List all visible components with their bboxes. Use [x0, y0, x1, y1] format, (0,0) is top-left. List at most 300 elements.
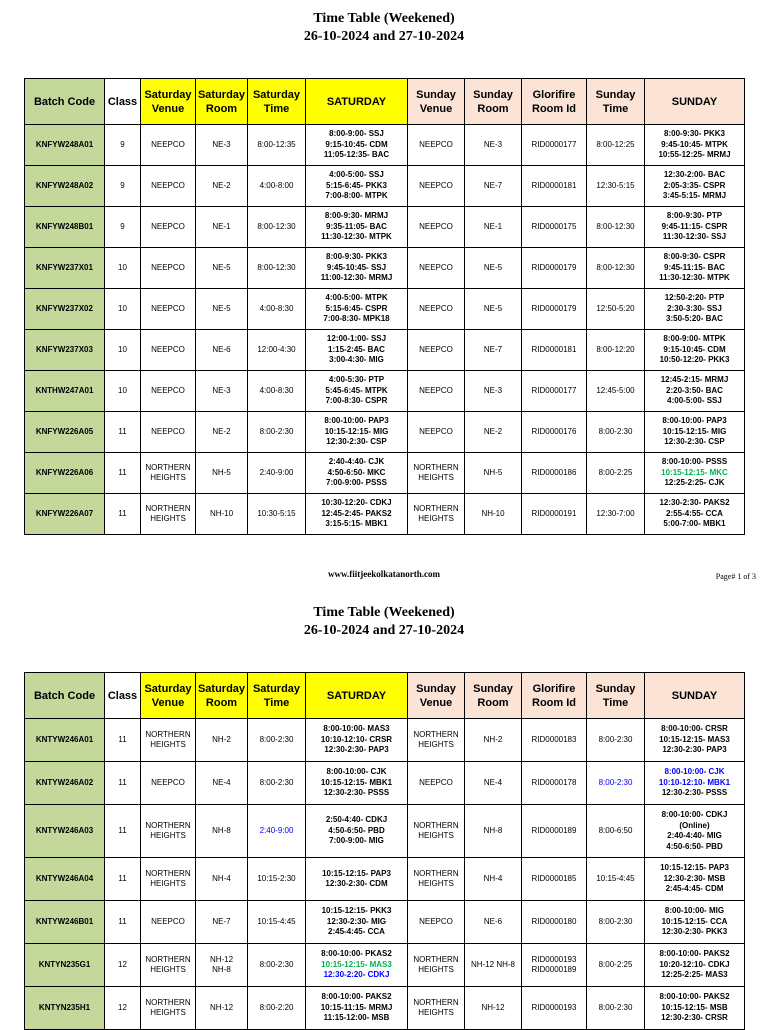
batch-code-cell-text: KNFYW237X01 [36, 262, 93, 272]
sunday-time-cell-text: 8:00-2:30 [598, 426, 633, 436]
saturday-room-cell-text: NH-12 NH-8 [209, 954, 234, 974]
sunday-room-cell-text: NE-5 [483, 303, 503, 313]
sunday-time-cell [587, 371, 645, 412]
class-cell [105, 453, 141, 494]
saturday-venue-cell-text: NORTHERN HEIGHTS [145, 503, 191, 523]
header-sunday-time: Sunday Time [587, 79, 645, 125]
batch-code-cell-text: KNFYW248A02 [35, 180, 94, 190]
sunday-room-cell-text: NE-7 [483, 180, 503, 190]
sunday-schedule-cell-session: 12:30-2:30- CSP [664, 437, 725, 447]
class-cell [105, 125, 141, 166]
saturday-schedule-cell-session: 2:40-4:40- CJK [328, 457, 385, 467]
header-saturday: SATURDAY [306, 673, 408, 719]
saturday-venue-cell-text: NORTHERN HEIGHTS [145, 462, 191, 482]
saturday-schedule-cell-session: 8:00-10:00- PAKS2 [321, 992, 392, 1002]
sunday-room-cell [465, 762, 522, 805]
saturday-room-cell-text: NH-8 [212, 825, 231, 835]
sunday-schedule-cell [645, 248, 745, 289]
glorifire-room-id-cell [522, 330, 587, 371]
batch-code-cell-text: KNFYW226A07 [35, 508, 94, 518]
page1-title-line1: Time Table (Weekened) [313, 11, 455, 26]
header-sunday-venue: Sunday Venue [408, 79, 465, 125]
sunday-schedule-cell-session: 8:00-10:00- CDKJ [661, 810, 728, 819]
saturday-venue-cell [141, 901, 196, 944]
saturday-venue-cell [141, 330, 196, 371]
sunday-time-cell [587, 125, 645, 166]
saturday-room-cell [196, 805, 248, 858]
saturday-time-cell-text: 8:00-2:20 [259, 1002, 294, 1012]
class-cell [105, 901, 141, 944]
saturday-schedule-cell-session: 5:45-6:45- MTPK [325, 385, 388, 395]
sunday-schedule-cell-session: 8:00-10:00- PAP3 [662, 416, 727, 426]
timetable-page2 [24, 672, 745, 1030]
saturday-time-cell-text: 8:00-12:35 [257, 139, 296, 149]
sunday-schedule-cell-session: 8:00-9:30- CSPR [663, 252, 726, 262]
saturday-venue-cell-text: NEEPCO [151, 385, 185, 395]
class-cell-text: 9 [120, 221, 125, 231]
sunday-venue-cell [408, 805, 465, 858]
glorifire-room-id-cell-text: RID0000180 [531, 916, 577, 926]
saturday-schedule-cell [306, 494, 408, 535]
glorifire-room-id-cell-text: RID0000178 [531, 777, 577, 787]
sunday-time-cell [587, 248, 645, 289]
saturday-schedule-cell-session: 3:00-4:30- MIG [329, 355, 384, 365]
sunday-time-cell-text: 8:00-2:30 [598, 1002, 633, 1012]
saturday-schedule-cell-session: 8:00-10:00- MAS3 [323, 724, 390, 734]
saturday-venue-cell-text: NEEPCO [151, 344, 185, 354]
sunday-venue-cell-text: NEEPCO [419, 180, 453, 190]
sunday-schedule-cell-session: 8:00-10:00- PAKS2 [659, 992, 730, 1002]
sunday-time-cell-text: 12:45-5:00 [596, 385, 635, 395]
saturday-venue-cell-text: NORTHERN HEIGHTS [145, 954, 191, 974]
glorifire-room-id-cell-text: RID0000176 [531, 426, 577, 436]
saturday-schedule-cell-session: 10:30-12:20- CDKJ [321, 498, 392, 508]
saturday-time-cell-text: 8:00-2:30 [259, 734, 294, 744]
sunday-room-cell-text: NE-5 [483, 262, 503, 272]
saturday-room-cell-text: NE-1 [212, 221, 231, 231]
sunday-time-cell [587, 412, 645, 453]
saturday-schedule-cell-session: 10:15-12:15- PKK3 [321, 906, 392, 916]
sunday-time-cell [587, 330, 645, 371]
saturday-time-cell [248, 248, 306, 289]
class-cell-text: 11 [118, 916, 127, 926]
sunday-room-cell-text: NH-4 [483, 873, 503, 883]
saturday-schedule-cell-session: 9:15-10:45- CDM [325, 139, 388, 149]
saturday-room-cell [196, 289, 248, 330]
sunday-schedule-cell-session: 8:00-9:00- MTPK [663, 334, 726, 344]
saturday-schedule-cell-session: 12:00-1:00- SSJ [326, 334, 387, 344]
sunday-room-cell [465, 987, 522, 1030]
sunday-schedule-cell-session: 12:30-2:30- PKK3 [661, 927, 728, 937]
saturday-schedule-cell-session: 11:00-12:30- MRMJ [320, 273, 393, 283]
sunday-schedule-cell-session: 3:45-5:15- MRMJ [662, 191, 727, 201]
saturday-room-cell-text: NE-3 [212, 139, 231, 149]
saturday-room-cell [196, 166, 248, 207]
saturday-time-cell [248, 858, 306, 901]
batch-code-cell [25, 944, 105, 987]
sunday-time-cell [587, 762, 645, 805]
saturday-room-cell-text: NH-12 [209, 1002, 234, 1012]
sunday-room-cell [465, 330, 522, 371]
page2-title-line2: 26-10-2024 and 27-10-2024 [303, 623, 465, 638]
saturday-schedule-cell [306, 371, 408, 412]
batch-code-cell-text: KNTYW246B01 [35, 916, 94, 926]
sunday-room-cell-text: NE-3 [483, 385, 503, 395]
sunday-schedule-cell-session: 11:30-12:30- SSJ [662, 232, 727, 242]
saturday-venue-cell [141, 371, 196, 412]
saturday-venue-cell [141, 248, 196, 289]
glorifire-room-id-cell-text: RID0000191 [531, 508, 577, 518]
saturday-schedule-cell [306, 719, 408, 762]
saturday-venue-cell [141, 494, 196, 535]
saturday-schedule-cell-session: 10:10-12:10- CRSR [320, 734, 393, 744]
glorifire-room-id-cell [522, 412, 587, 453]
sunday-venue-cell [408, 289, 465, 330]
saturday-venue-cell [141, 453, 196, 494]
saturday-room-cell-text: NE-6 [212, 344, 231, 354]
sunday-schedule-cell-session: 10:15-12:15- MIG [662, 426, 727, 436]
sunday-schedule-cell-session: 2:40-4:40- MIG [667, 831, 722, 840]
saturday-schedule-cell-session: 7:00-8:30- MPK18 [323, 314, 390, 324]
header-saturday-venue: Saturday Venue [141, 673, 196, 719]
sunday-schedule-cell-session: 12:30-2:30- MSB [663, 873, 726, 883]
sunday-time-cell-text: 8:00-2:25 [598, 467, 633, 477]
saturday-venue-cell-text: NORTHERN HEIGHTS [145, 997, 191, 1017]
header-saturday-room: Saturday Room [196, 79, 248, 125]
sunday-schedule-cell [645, 805, 745, 858]
saturday-schedule-cell-session: 9:45-10:45- SSJ [326, 262, 387, 272]
batch-code-cell [25, 371, 105, 412]
saturday-room-cell [196, 125, 248, 166]
saturday-schedule-cell-session: 3:15-5:15- MBK1 [325, 519, 388, 529]
sunday-schedule-cell-session: 2:55-4:55- CCA [666, 508, 723, 518]
saturday-room-cell [196, 371, 248, 412]
sunday-room-cell-text: NH-10 [481, 508, 505, 518]
sunday-schedule-cell-session: 10:10-12:10- MBK1 [658, 777, 731, 787]
sunday-schedule-cell [645, 719, 745, 762]
saturday-schedule-cell [306, 207, 408, 248]
sunday-room-cell [465, 248, 522, 289]
glorifire-room-id-cell [522, 944, 587, 987]
sunday-venue-cell-text: NEEPCO [419, 262, 453, 272]
batch-code-cell-text: KNFYW248A01 [35, 139, 94, 149]
saturday-time-cell-text: 4:00-8:30 [259, 303, 294, 313]
batch-code-cell [25, 330, 105, 371]
class-cell [105, 248, 141, 289]
sunday-venue-cell-text: NEEPCO [419, 303, 453, 313]
saturday-time-cell-text: 10:15-4:45 [257, 916, 296, 926]
glorifire-room-id-cell-text: RID0000179 [531, 303, 577, 313]
class-cell [105, 987, 141, 1030]
saturday-time-cell [248, 330, 306, 371]
batch-code-cell [25, 762, 105, 805]
table-row [25, 330, 745, 371]
table-row [25, 248, 745, 289]
saturday-room-cell-text: NE-5 [212, 262, 231, 272]
saturday-venue-cell-text: NEEPCO [151, 303, 185, 313]
saturday-schedule-cell [306, 901, 408, 944]
batch-code-cell [25, 412, 105, 453]
saturday-room-cell [196, 330, 248, 371]
sunday-schedule-cell-session: 5:00-7:00- MBK1 [663, 519, 726, 529]
class-cell-text: 11 [118, 873, 127, 883]
sunday-time-cell [587, 901, 645, 944]
sunday-venue-cell-text: NEEPCO [419, 385, 453, 395]
sunday-venue-cell [408, 494, 465, 535]
batch-code-cell-text: KNTYW246A03 [35, 825, 94, 835]
table-row [25, 762, 745, 805]
sunday-time-cell [587, 207, 645, 248]
glorifire-room-id-cell-text: RID0000189 [531, 825, 577, 835]
sunday-room-cell [465, 412, 522, 453]
sunday-schedule-cell [645, 944, 745, 987]
sunday-schedule-cell-session: 10:55-12:25- MRMJ [658, 150, 731, 160]
batch-code-cell-text: KNTYN235G1 [38, 959, 91, 969]
sunday-time-cell [587, 805, 645, 858]
sunday-venue-cell-text: NEEPCO [419, 221, 453, 231]
class-cell [105, 805, 141, 858]
sunday-schedule-cell-session: 12:25-2:25- MAS3 [661, 970, 728, 980]
sunday-time-cell [587, 719, 645, 762]
sunday-time-cell [587, 453, 645, 494]
sunday-time-cell-text: 8:00-12:30 [596, 262, 635, 272]
header-class: Class [105, 79, 141, 125]
saturday-schedule-cell [306, 805, 408, 858]
saturday-schedule-cell [306, 858, 408, 901]
sunday-schedule-cell [645, 371, 745, 412]
sunday-venue-cell [408, 207, 465, 248]
saturday-venue-cell [141, 289, 196, 330]
saturday-schedule-cell-session: 4:50-6:50- MKC [327, 467, 386, 477]
sunday-venue-cell [408, 719, 465, 762]
class-cell [105, 719, 141, 762]
sunday-schedule-cell-session: 12:30-2:30- CRSR [661, 1013, 728, 1023]
saturday-time-cell [248, 289, 306, 330]
sunday-room-cell-text: NE-3 [483, 139, 503, 149]
class-cell-text: 10 [118, 303, 127, 313]
sunday-schedule-cell-session: 11:30-12:30- MTPK [659, 273, 730, 283]
sunday-schedule-cell [645, 762, 745, 805]
saturday-schedule-cell-session: 8:00-9:00- SSJ [329, 129, 384, 139]
sunday-room-cell [465, 453, 522, 494]
sunday-time-cell [587, 987, 645, 1030]
sunday-schedule-cell [645, 412, 745, 453]
saturday-schedule-cell-session: 12:30-2:30- CSP [326, 437, 387, 447]
saturday-venue-cell [141, 762, 196, 805]
sunday-schedule-cell-session: 8:00-10:00- PAKS2 [659, 949, 730, 959]
sunday-room-cell [465, 125, 522, 166]
table-row [25, 805, 745, 858]
saturday-venue-cell-text: NEEPCO [151, 262, 185, 272]
batch-code-cell [25, 494, 105, 535]
glorifire-room-id-cell [522, 805, 587, 858]
sunday-room-cell [465, 858, 522, 901]
header-sunday-time: Sunday Time [587, 673, 645, 719]
page2-title-line1: Time Table (Weekened) [313, 605, 455, 620]
header-saturday-room: Saturday Room [196, 673, 248, 719]
header-glorifire-room-id: Glorifire Room Id [522, 79, 587, 125]
table-row [25, 944, 745, 987]
sunday-room-cell [465, 494, 522, 535]
saturday-schedule-cell-session: 10:15-11:15- MRMJ [320, 1002, 393, 1012]
header-batch-code: Batch Code [25, 79, 105, 125]
header-saturday: SATURDAY [306, 79, 408, 125]
saturday-room-cell [196, 901, 248, 944]
sunday-schedule-cell-session: 12:30-2:30- PAP3 [662, 745, 727, 755]
class-cell [105, 412, 141, 453]
glorifire-room-id-cell [522, 762, 587, 805]
table-row [25, 453, 745, 494]
batch-code-cell-text: KNTHW247A01 [35, 385, 94, 395]
header-row [25, 79, 745, 125]
saturday-time-cell [248, 166, 306, 207]
class-cell [105, 494, 141, 535]
table-row [25, 494, 745, 535]
sunday-time-cell-text: 8:00-12:25 [596, 139, 635, 149]
glorifire-room-id-cell-text: RID0000175 [531, 221, 577, 231]
sunday-room-cell [465, 719, 522, 762]
class-cell-text: 12 [118, 959, 127, 969]
sunday-schedule-cell-session: 10:15-12:15- MSB [661, 1002, 728, 1012]
sunday-venue-cell [408, 412, 465, 453]
sunday-room-cell-text: NE-6 [483, 916, 503, 926]
sunday-time-cell [587, 166, 645, 207]
sunday-schedule-cell [645, 453, 745, 494]
saturday-schedule-cell-session: 7:00-8:00- MTPK [325, 191, 388, 201]
saturday-schedule-cell-session: 11:05-12:35- BAC [323, 150, 390, 160]
saturday-schedule-cell-session: 7:00-9:00- MIG [329, 836, 384, 846]
saturday-room-cell-text: NE-3 [212, 385, 231, 395]
sunday-schedule-cell-session: 12:30-2:00- BAC [663, 170, 726, 180]
saturday-time-cell-text: 8:00-2:30 [259, 777, 294, 787]
sunday-schedule-cell-session: 8:00-10:00- MIG [664, 906, 725, 916]
batch-code-cell-text: KNFYW226A06 [35, 467, 94, 477]
sunday-venue-cell-text: NEEPCO [419, 426, 453, 436]
saturday-time-cell-text: 8:00-2:30 [259, 959, 294, 969]
batch-code-cell-text: KNFYW237X02 [36, 303, 93, 313]
sunday-schedule-cell-session: 8:00-10:00- PSSS [661, 457, 728, 467]
sunday-venue-cell-text: NEEPCO [419, 916, 453, 926]
saturday-room-cell-text: NE-7 [212, 916, 231, 926]
class-cell [105, 762, 141, 805]
sunday-schedule-cell-session: 4:00-5:00- SSJ [667, 396, 722, 406]
sunday-time-cell-text: 8:00-6:50 [598, 825, 633, 835]
saturday-schedule-cell-session: 4:00-5:00- SSJ [329, 170, 384, 180]
sunday-venue-cell-text: NORTHERN HEIGHTS [413, 868, 459, 888]
batch-code-cell [25, 719, 105, 762]
saturday-schedule-cell [306, 453, 408, 494]
saturday-time-cell-text: 12:00-4:30 [257, 344, 296, 354]
class-cell-text: 11 [118, 467, 127, 477]
saturday-time-cell [248, 207, 306, 248]
saturday-time-cell [248, 901, 306, 944]
footer-url[interactable]: www.fiitjeekolkatanorth.com [328, 569, 440, 579]
saturday-time-cell [248, 371, 306, 412]
saturday-room-cell [196, 858, 248, 901]
class-cell [105, 330, 141, 371]
glorifire-room-id-cell [522, 371, 587, 412]
saturday-time-cell [248, 719, 306, 762]
sunday-schedule-cell [645, 494, 745, 535]
sunday-schedule-cell [645, 207, 745, 248]
saturday-schedule-cell-session: 8:00-10:00- PAP3 [324, 416, 389, 426]
class-cell-text: 9 [120, 139, 125, 149]
sunday-venue-cell [408, 125, 465, 166]
header-row [25, 673, 745, 719]
saturday-schedule-cell [306, 944, 408, 987]
batch-code-cell-text: KNTYN235H1 [38, 1002, 91, 1012]
saturday-time-cell-text: 2:40-9:00 [259, 467, 294, 477]
header-sunday-room: Sunday Room [465, 673, 522, 719]
header-glorifire-room-id: Glorifire Room Id [522, 673, 587, 719]
saturday-schedule-cell [306, 987, 408, 1030]
sunday-schedule-cell [645, 858, 745, 901]
sunday-venue-cell [408, 944, 465, 987]
glorifire-room-id-cell-text: RID0000186 [531, 467, 577, 477]
class-cell-text: 10 [118, 385, 127, 395]
footer-page-number: Page# 1 of 3 [715, 572, 756, 581]
saturday-room-cell-text: NH-5 [212, 467, 231, 477]
saturday-schedule-cell-session: 5:15-6:45- PKK3 [326, 180, 387, 190]
sunday-room-cell-text: NH-12 [481, 1002, 505, 1012]
saturday-schedule-cell-session: 12:30-2:30- CDM [325, 879, 388, 888]
saturday-schedule-cell-session: 2:50-4:40- CDKJ [325, 815, 388, 825]
batch-code-cell [25, 453, 105, 494]
saturday-venue-cell-text: NORTHERN HEIGHTS [145, 868, 191, 888]
header-sunday: SUNDAY [645, 673, 745, 719]
saturday-room-cell-text: NE-5 [212, 303, 231, 313]
glorifire-room-id-cell [522, 248, 587, 289]
sunday-schedule-cell-session: 9:45-11:15- CSPR [661, 221, 728, 231]
saturday-schedule-cell [306, 762, 408, 805]
sunday-venue-cell [408, 248, 465, 289]
saturday-room-cell [196, 987, 248, 1030]
saturday-venue-cell-text: NEEPCO [151, 916, 185, 926]
sunday-schedule-cell-session: 2:30-3:30- SSJ [667, 303, 722, 313]
sunday-time-cell [587, 494, 645, 535]
class-cell [105, 944, 141, 987]
saturday-schedule-cell-session: 7:00-9:00- PSSS [326, 478, 387, 488]
saturday-venue-cell-text: NEEPCO [151, 180, 185, 190]
class-cell-text: 9 [120, 180, 125, 190]
saturday-time-cell [248, 944, 306, 987]
sunday-time-cell-text: 8:00-2:25 [598, 959, 633, 969]
sunday-schedule-cell [645, 330, 745, 371]
batch-code-cell [25, 858, 105, 901]
class-cell-text: 11 [118, 734, 127, 744]
table-row [25, 719, 745, 762]
table-row [25, 901, 745, 944]
saturday-room-cell-text: NH-4 [212, 873, 231, 883]
sunday-schedule-cell-session: 12:50-2:20- PTP [664, 293, 725, 303]
glorifire-room-id-cell-text: RID0000183 [531, 734, 577, 744]
saturday-venue-cell [141, 987, 196, 1030]
batch-code-cell [25, 166, 105, 207]
saturday-schedule-cell-session: 4:00-5:30- PTP [328, 375, 385, 385]
saturday-venue-cell-text: NEEPCO [151, 777, 185, 787]
sunday-venue-cell-text: NORTHERN HEIGHTS [413, 729, 459, 749]
saturday-room-cell-text: NH-2 [212, 734, 231, 744]
sunday-room-cell-text: NH-2 [483, 734, 503, 744]
sunday-room-cell-text: NH-5 [483, 467, 503, 477]
saturday-venue-cell-text: NORTHERN HEIGHTS [145, 820, 191, 840]
saturday-schedule-cell-session: 8:00-9:30- MRMJ [324, 211, 389, 221]
glorifire-room-id-cell-text: RID0000181 [531, 344, 577, 354]
table-row [25, 207, 745, 248]
saturday-venue-cell [141, 719, 196, 762]
saturday-venue-cell-text: NEEPCO [151, 426, 185, 436]
header-sunday-venue: Sunday Venue [408, 673, 465, 719]
